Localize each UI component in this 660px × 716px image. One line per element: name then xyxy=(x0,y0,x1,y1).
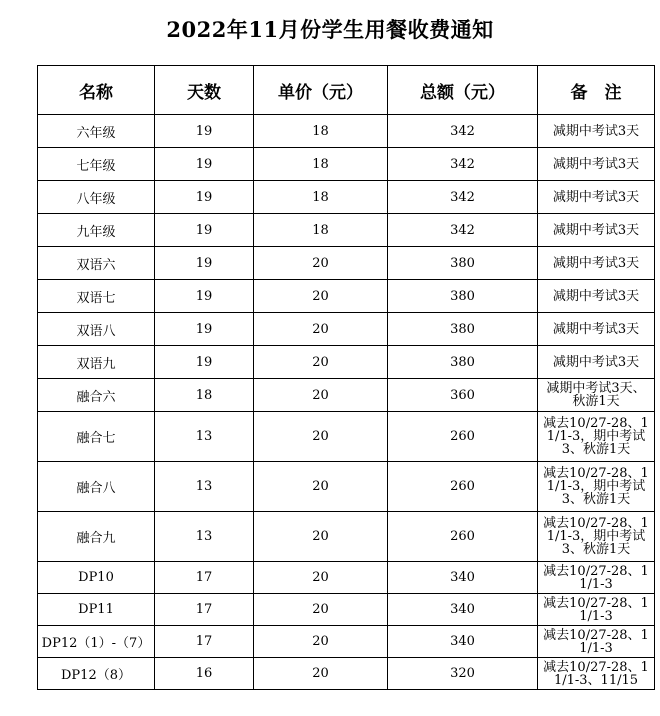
table-row xyxy=(38,280,655,313)
cell-note: 减期中考试3天 xyxy=(538,247,655,280)
cell-price: 18 xyxy=(254,181,388,214)
cell-total: 260 xyxy=(388,512,538,562)
cell-note: 减去10/27-28、11/1-3 xyxy=(538,594,655,626)
cell-name: 七年级 xyxy=(38,148,155,181)
cell-note: 减去10/27-28、11/1-3、11/15 xyxy=(538,658,655,690)
cell-name: 六年级 xyxy=(38,115,155,148)
table-row xyxy=(38,412,655,462)
cell-days: 19 xyxy=(155,214,254,247)
cell-days: 13 xyxy=(155,512,254,562)
cell-price: 20 xyxy=(254,658,388,690)
table-row xyxy=(38,214,655,247)
cell-days: 19 xyxy=(155,313,254,346)
cell-days: 19 xyxy=(155,247,254,280)
cell-total: 380 xyxy=(388,280,538,313)
cell-days: 13 xyxy=(155,412,254,462)
cell-price: 18 xyxy=(254,148,388,181)
cell-price: 20 xyxy=(254,412,388,462)
cell-name: 双语九 xyxy=(38,346,155,379)
cell-price: 18 xyxy=(254,115,388,148)
cell-days: 19 xyxy=(155,346,254,379)
cell-total: 320 xyxy=(388,658,538,690)
table-row xyxy=(38,313,655,346)
cell-name: 融合六 xyxy=(38,379,155,412)
cell-name: DP10 xyxy=(38,562,155,594)
table-row xyxy=(38,379,655,412)
cell-name: DP11 xyxy=(38,594,155,626)
cell-days: 17 xyxy=(155,594,254,626)
cell-days: 18 xyxy=(155,379,254,412)
cell-note: 减期中考试3天 xyxy=(538,148,655,181)
cell-total: 342 xyxy=(388,181,538,214)
cell-price: 20 xyxy=(254,379,388,412)
cell-name: DP12（8） xyxy=(38,658,155,690)
cell-total: 360 xyxy=(388,379,538,412)
table-row xyxy=(38,346,655,379)
cell-name: 融合七 xyxy=(38,412,155,462)
cell-total: 342 xyxy=(388,214,538,247)
cell-total: 340 xyxy=(388,626,538,658)
cell-days: 13 xyxy=(155,462,254,512)
cell-total: 342 xyxy=(388,115,538,148)
cell-note: 减去10/27-28、11/1-3，期中考试3、秋游1天 xyxy=(538,412,655,462)
header-total: 总额（元） xyxy=(388,66,538,115)
cell-note: 减期中考试3天、秋游1天 xyxy=(538,379,655,412)
cell-note: 减期中考试3天 xyxy=(538,181,655,214)
cell-days: 19 xyxy=(155,181,254,214)
fee-table xyxy=(37,65,655,690)
cell-note: 减期中考试3天 xyxy=(538,313,655,346)
table-row xyxy=(38,562,655,594)
cell-price: 18 xyxy=(254,214,388,247)
cell-total: 260 xyxy=(388,462,538,512)
cell-note: 减期中考试3天 xyxy=(538,280,655,313)
table-header-row xyxy=(38,66,655,115)
cell-price: 20 xyxy=(254,562,388,594)
cell-price: 20 xyxy=(254,313,388,346)
cell-name: DP12（1）-（7） xyxy=(38,626,155,658)
cell-note: 减去10/27-28、11/1-3 xyxy=(538,562,655,594)
cell-total: 340 xyxy=(388,562,538,594)
cell-price: 20 xyxy=(254,280,388,313)
table-row xyxy=(38,181,655,214)
cell-total: 380 xyxy=(388,346,538,379)
table-row xyxy=(38,626,655,658)
cell-days: 17 xyxy=(155,626,254,658)
cell-days: 16 xyxy=(155,658,254,690)
cell-total: 342 xyxy=(388,148,538,181)
cell-price: 20 xyxy=(254,512,388,562)
table-row xyxy=(38,462,655,512)
cell-name: 融合八 xyxy=(38,462,155,512)
cell-total: 380 xyxy=(388,313,538,346)
table-row xyxy=(38,115,655,148)
cell-name: 双语八 xyxy=(38,313,155,346)
cell-name: 双语七 xyxy=(38,280,155,313)
cell-note: 减去10/27-28、11/1-3，期中考试3、秋游1天 xyxy=(538,512,655,562)
cell-name: 九年级 xyxy=(38,214,155,247)
table-row xyxy=(38,658,655,690)
cell-total: 340 xyxy=(388,594,538,626)
cell-name: 双语六 xyxy=(38,247,155,280)
cell-note: 减去10/27-28、11/1-3，期中考试3、秋游1天 xyxy=(538,462,655,512)
table-row xyxy=(38,594,655,626)
cell-days: 19 xyxy=(155,115,254,148)
table-row xyxy=(38,148,655,181)
cell-days: 17 xyxy=(155,562,254,594)
table-row xyxy=(38,512,655,562)
cell-note: 减期中考试3天 xyxy=(538,115,655,148)
header-name: 名称 xyxy=(38,66,155,115)
cell-note: 减去10/27-28、11/1-3 xyxy=(538,626,655,658)
cell-name: 八年级 xyxy=(38,181,155,214)
header-price: 单价（元） xyxy=(254,66,388,115)
page-title: 2022年11月份学生用餐收费通知 xyxy=(166,17,494,42)
cell-note: 减期中考试3天 xyxy=(538,214,655,247)
cell-days: 19 xyxy=(155,148,254,181)
cell-note: 减期中考试3天 xyxy=(538,346,655,379)
cell-days: 19 xyxy=(155,280,254,313)
cell-price: 20 xyxy=(254,462,388,512)
header-note: 备 注 xyxy=(538,66,655,115)
cell-price: 20 xyxy=(254,626,388,658)
cell-total: 260 xyxy=(388,412,538,462)
cell-total: 380 xyxy=(388,247,538,280)
cell-price: 20 xyxy=(254,247,388,280)
cell-name: 融合九 xyxy=(38,512,155,562)
cell-price: 20 xyxy=(254,346,388,379)
table-row xyxy=(38,247,655,280)
cell-price: 20 xyxy=(254,594,388,626)
header-days: 天数 xyxy=(155,66,254,115)
